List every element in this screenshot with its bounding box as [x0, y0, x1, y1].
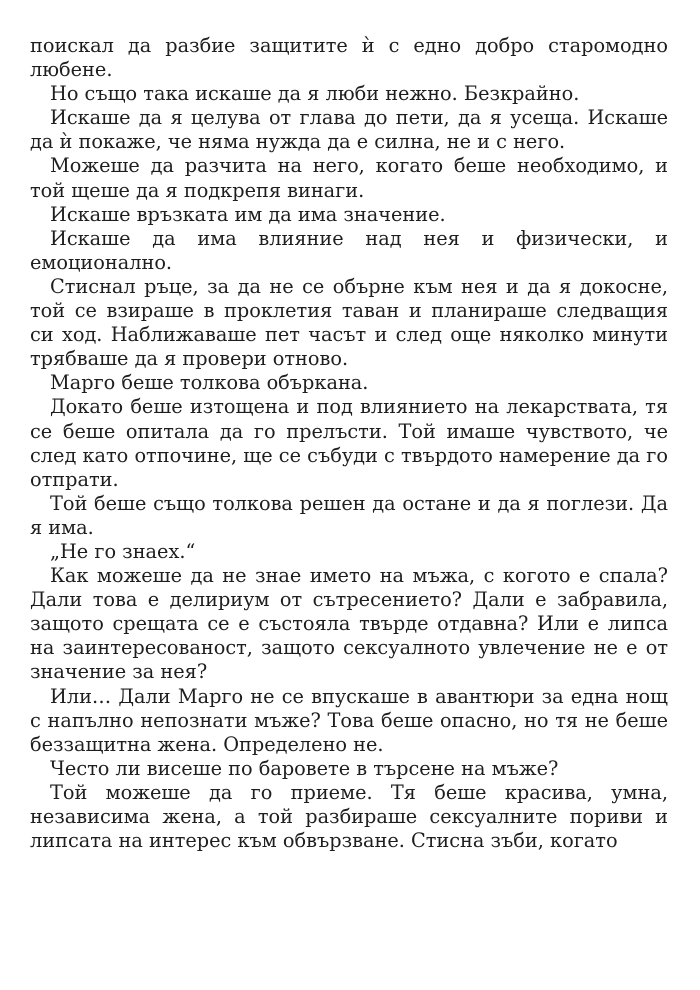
paragraph-1: поискал да разбие защитите ѝ с едно добро старомодно любене. [30, 34, 668, 82]
paragraph-11: „Не го знаех.“ [50, 539, 196, 563]
paragraph-2: Но също така искаше да я люби нежно. Безкрайно. [50, 82, 580, 106]
paragraph-12: Как можеше да не знае името на мъжа, с когото е спала? Дали това е делириум от сътресението? Дали е забравила, защото срещата се е състояла твърде отдавна? Или е липса на заинтересованост, защото сексуалното увлечение не е от значение за нея? [30, 564, 668, 684]
paragraph-5: Искаше връзката им да има значение. [50, 202, 446, 226]
paragraph-3: Искаше да я целува от глава до пети, да я усеща. Искаше да ѝ покаже, че няма нужда да е силна, не и с него. [30, 106, 668, 154]
paragraph-4: Можеше да разчита на него, когато беше необходимо, и той щеше да я подкрепя винаги. [30, 154, 668, 202]
paragraph-14: Често ли висеше по баровете в търсене на мъже? [50, 756, 559, 780]
paragraph-9: Докато беше изтощена и под влиянието на лекарствата, тя се беше опитала да го прелъсти. Той имаше чувството, че след като отпочине, ще се събуди с твърдото намерение да го отпрати. [30, 395, 668, 491]
paragraph-7: Стиснал ръце, за да не се обърне към нея и да я докосне, той се взираше в проклетия таван и планираше следващия си ход. Наближаваше пет часът и след още няколко минути трябваше да я провери отново. [30, 274, 668, 371]
paragraph-6: Искаше да има влияние над нея и физически, и емоционално. [30, 226, 668, 274]
paragraph-8: Марго беше толкова объркана. [50, 371, 369, 395]
paragraph-10: Той беше също толкова решен да остане и да я поглези. Да я има. [30, 491, 668, 539]
paragraph-13: Или… Дали Марго не се впускаше в авантюри за една нощ с напълно непознати мъже? Това беше опасно, но тя не беше беззащитна жена. Определено не. [30, 684, 668, 756]
book-page [30, 34, 668, 853]
paragraph-15: Той можеше да го приеме. Тя беше красива, умна, независима жена, а той разбираше сексуалните пориви и липсата на интерес към обвързване. Стисна зъби, когато [30, 780, 668, 853]
